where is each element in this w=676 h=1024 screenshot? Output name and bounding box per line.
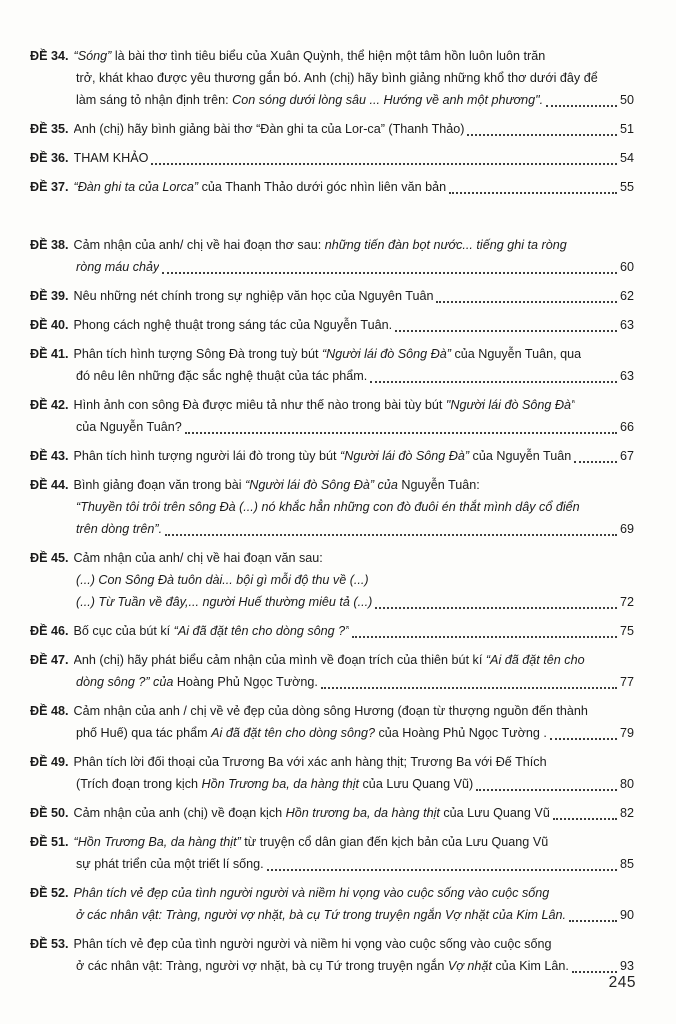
- toc-entry: [30, 285, 634, 307]
- toc-entry-line: [76, 569, 634, 591]
- entry-page-number: 62: [619, 289, 634, 303]
- footer-page-number: 245: [608, 974, 636, 991]
- leader-dots: [370, 381, 617, 383]
- toc-entry: [30, 118, 634, 140]
- toc-entry: [30, 547, 634, 613]
- toc-entry: [30, 147, 634, 169]
- entry-text: [74, 45, 546, 67]
- leader-dots: [449, 192, 617, 194]
- entry-text: [74, 176, 447, 198]
- entry-text: [74, 831, 549, 853]
- leader-dots: [569, 920, 617, 922]
- entry-text: [76, 569, 369, 591]
- entry-text: [74, 343, 582, 365]
- entry-text: [74, 474, 480, 496]
- toc-entry-line: [76, 904, 634, 926]
- entry-page-number: 55: [619, 180, 634, 194]
- toc-entry-line: [76, 955, 634, 977]
- entry-text-italic: những tiến đàn bọt nước... tiếng ghi ta ròng: [324, 238, 567, 252]
- toc-entry-line: [30, 620, 634, 642]
- leader-dots: [574, 461, 617, 463]
- toc-entry: [30, 700, 634, 744]
- toc-entry-line: [76, 496, 634, 518]
- toc-entry-line: [30, 700, 634, 722]
- toc-entry-line: [76, 853, 634, 875]
- toc-entry-line: [30, 343, 634, 365]
- entry-text-italic: (...) Từ Tuần về đây,... người Huế thường miêu tả (...): [76, 595, 373, 609]
- toc-entry-line: [30, 234, 634, 256]
- entry-text-italic: "Người lái đò Sông Đà": [445, 398, 576, 412]
- leader-dots: [151, 163, 617, 165]
- entry-number-label: ĐỀ 37.: [30, 180, 69, 194]
- entry-page-number: 50: [619, 93, 634, 107]
- toc-entry-line: [30, 285, 634, 307]
- leader-dots: [375, 607, 617, 609]
- toc-entry: [30, 933, 634, 977]
- entry-text-italic: “Đàn ghi ta của Lorca”: [73, 180, 199, 194]
- entry-number-label: ĐỀ 43.: [30, 449, 69, 463]
- entry-text-regular: Phân tích hình tượng người lái đò trong tùy bút: [73, 449, 341, 463]
- entry-text-regular: THAM KHẢO: [73, 151, 149, 165]
- entry-text-regular: Cảm nhận của anh/ chị về hai đoạn thơ sau:: [73, 238, 325, 252]
- toc-entry: [30, 831, 634, 875]
- leader-dots: [436, 301, 617, 303]
- toc-entry-line: [30, 118, 634, 140]
- entry-text-italic: Hồn Trương ba, da hàng thịt: [201, 777, 360, 791]
- entry-text-italic: “Sóng”: [73, 49, 112, 63]
- entry-text-italic: “Người lái đò Sông Đà” của: [245, 478, 398, 492]
- toc-entry: [30, 620, 634, 642]
- entry-page-number: 90: [619, 908, 634, 922]
- entry-text: [74, 802, 550, 824]
- leader-dots: [395, 330, 617, 332]
- leader-dots: [267, 869, 617, 871]
- entry-text: [74, 649, 585, 671]
- entry-number-label: ĐỀ 51.: [30, 835, 69, 849]
- toc-entry-line: [76, 671, 634, 693]
- toc-entry-line: [76, 67, 634, 89]
- entry-text: [76, 256, 159, 278]
- toc-entry-line: [30, 802, 634, 824]
- entry-text-italic: Hồn trương ba, da hàng thịt: [285, 806, 440, 820]
- leader-dots: [476, 789, 617, 791]
- entry-number-label: ĐỀ 49.: [30, 755, 69, 769]
- entry-text-italic: Con sóng dưới lòng sâu ... Hướng về anh một phương".: [232, 93, 544, 107]
- toc-entry-line: [30, 831, 634, 853]
- leader-dots: [352, 636, 617, 638]
- entry-page-number: 77: [619, 675, 634, 689]
- entry-text-regular: của Lưu Quang Vũ: [439, 806, 550, 820]
- entry-page-number: 63: [619, 369, 634, 383]
- entry-text-regular: Hình ảnh con sông Đà được miêu tả như thế nào trong bài tùy bút: [73, 398, 446, 412]
- toc-entry: [30, 751, 634, 795]
- entry-text-regular: Cảm nhận của anh/ chị về hai đoạn văn sau:: [73, 551, 323, 565]
- toc-entry-line: [76, 773, 634, 795]
- entry-page-number: 51: [619, 122, 634, 136]
- toc-entry: [30, 234, 634, 278]
- leader-dots: [185, 432, 617, 434]
- toc-entry-line: [30, 882, 634, 904]
- entry-text: [74, 118, 465, 140]
- entry-page-number: 93: [619, 959, 634, 973]
- entry-text: [74, 394, 576, 416]
- leader-dots: [546, 105, 617, 107]
- entry-text: [74, 700, 588, 722]
- entry-number-label: ĐỀ 52.: [30, 886, 69, 900]
- entry-text-regular: Phong cách nghệ thuật trong sáng tác của Nguyễn Tuân.: [73, 318, 393, 332]
- entry-page-number: 79: [619, 726, 634, 740]
- entry-text-regular: sự phát triển của một triết lí sống.: [76, 857, 264, 871]
- entry-number-label: ĐỀ 38.: [30, 238, 69, 252]
- entry-text: [74, 314, 393, 336]
- entry-page-number: 80: [619, 777, 634, 791]
- entry-text-italic: trên dòng trên”.: [76, 522, 163, 536]
- entry-text-italic: ở các nhân vật: Tràng, người vợ nhặt, bà cụ Tứ trong truyện ngắn Vợ nhặt của Kim Lân.: [76, 908, 567, 922]
- entry-text-regular: Phân tích vẻ đẹp của tình người người và niềm hi vọng vào cuộc sống vào cuộc sống: [73, 937, 552, 951]
- toc-entry: [30, 882, 634, 926]
- toc-entry-line: [30, 314, 634, 336]
- entry-text-regular: Anh (chị) hãy bình giảng bài thơ “Đàn ghi ta của Lor-ca” (Thanh Thảo): [73, 122, 465, 136]
- entry-text-italic: dòng sông ?” của: [76, 675, 174, 689]
- toc-entry-line: [30, 547, 634, 569]
- entry-text-regular: của Kim Lân.: [491, 959, 569, 973]
- entry-text: [76, 853, 264, 875]
- entry-text: [76, 955, 569, 977]
- toc-entry-line: [76, 518, 634, 540]
- entry-number-label: ĐỀ 48.: [30, 704, 69, 718]
- toc-entry-line: [76, 416, 634, 438]
- entry-text: [76, 518, 162, 540]
- entry-number-label: ĐỀ 40.: [30, 318, 69, 332]
- entry-number-label: ĐỀ 45.: [30, 551, 69, 565]
- entry-text-italic: “Người lái đò Sông Đà”: [321, 347, 451, 361]
- entry-text: [76, 496, 580, 518]
- toc-list: [30, 45, 634, 977]
- entry-text: [74, 933, 552, 955]
- entry-text-regular: của Hoàng Phủ Ngọc Tường .: [374, 726, 547, 740]
- entry-page-number: 60: [619, 260, 634, 274]
- entry-text-italic: (...) Con Sông Đà tuôn dài... bội gì mỗi độ thu về (...): [76, 573, 369, 587]
- entry-text: [74, 547, 323, 569]
- entry-text: [74, 882, 550, 904]
- entry-text-regular: đó nêu lên những đặc sắc nghệ thuật của tác phẩm.: [76, 369, 368, 383]
- entry-text-italic: “Ai đã đặt tên cho dòng sông ?”: [173, 624, 350, 638]
- entry-text: [74, 285, 434, 307]
- toc-entry-line: [30, 445, 634, 467]
- toc-entry-line: [30, 649, 634, 671]
- toc-entry-line: [76, 256, 634, 278]
- entry-text-italic: ròng máu chảy: [76, 260, 160, 274]
- entry-text-italic: Vợ nhặt: [447, 959, 492, 973]
- entry-number-label: ĐỀ 41.: [30, 347, 69, 361]
- entry-text-italic: “Thuyền tôi trôi trên sông Đà (...) nó khắc hẳn những con đò đuôi én thắt mình dây cổ điển: [76, 500, 580, 514]
- entry-text: [74, 751, 547, 773]
- entry-text: [76, 89, 543, 111]
- entry-text: [76, 773, 473, 795]
- entry-text-regular: của Thanh Thảo dưới góc nhìn liên văn bản: [198, 180, 447, 194]
- entry-page-number: 69: [619, 522, 634, 536]
- toc-entry-line: [30, 176, 634, 198]
- entry-text-regular: Anh (chị) hãy phát biểu cảm nhận của mình về đoạn trích của thiên bút kí: [73, 653, 486, 667]
- entry-text-italic: “Hồn Trương Ba, da hàng thịt”: [73, 835, 241, 849]
- entry-text-regular: của Nguyễn Tuân?: [76, 420, 182, 434]
- leader-dots: [321, 687, 617, 689]
- entry-text-regular: Phân tích lời đối thoại của Trương Ba với xác anh hàng thịt; Trương Ba với Đế Thích: [73, 755, 547, 769]
- leader-dots: [162, 272, 617, 274]
- toc-entry: [30, 445, 634, 467]
- entry-page-number: 85: [619, 857, 634, 871]
- entry-text: [76, 365, 367, 387]
- entry-text-regular: (Trích đoạn trong kịch: [76, 777, 202, 791]
- toc-entry: [30, 474, 634, 540]
- entry-text: [76, 904, 566, 926]
- entry-text-regular: Cảm nhận của anh / chị về vẻ đẹp của dòng sông Hương (đoạn từ thượng nguồn đến thành: [73, 704, 588, 718]
- entry-text: [74, 620, 350, 642]
- toc-entry-line: [30, 147, 634, 169]
- entry-page-number: 66: [619, 420, 634, 434]
- toc-entry-line: [30, 474, 634, 496]
- entry-number-label: ĐỀ 50.: [30, 806, 69, 820]
- leader-dots: [572, 971, 617, 973]
- toc-entry: [30, 649, 634, 693]
- entry-page-number: 72: [619, 595, 634, 609]
- entry-page-number: 75: [619, 624, 634, 638]
- toc-entry-line: [30, 751, 634, 773]
- entry-text-regular: ở các nhân vật: Tràng, người vợ nhặt, bà cụ Tứ trong truyện ngắn: [76, 959, 448, 973]
- entry-text: [76, 67, 598, 89]
- entry-text-regular: từ truyện cổ dân gian đến kịch bản của Lưu Quang Vũ: [240, 835, 549, 849]
- entry-text: [76, 416, 182, 438]
- entry-number-label: ĐỀ 42.: [30, 398, 69, 412]
- entry-text: [74, 234, 567, 256]
- entry-number-label: ĐỀ 46.: [30, 624, 69, 638]
- entry-page-number: 63: [619, 318, 634, 332]
- leader-dots: [550, 738, 617, 740]
- entry-number-label: ĐỀ 36.: [30, 151, 69, 165]
- entry-text-italic: “Người lái đò Sông Đà”: [340, 449, 470, 463]
- leader-dots: [553, 818, 617, 820]
- entry-text-regular: là bài thơ tình tiêu biểu của Xuân Quỳnh, thể hiện một tâm hồn luôn luôn trăn: [111, 49, 546, 63]
- entry-text-regular: phố Huế) qua tác phẩm: [76, 726, 212, 740]
- leader-dots: [165, 534, 617, 536]
- entry-text-regular: Cảm nhận của anh (chị) về đoạn kịch: [73, 806, 286, 820]
- entry-text: [76, 591, 372, 613]
- toc-entry-line: [76, 722, 634, 744]
- toc-entry-line: [30, 933, 634, 955]
- entry-text-regular: của Nguyễn Tuân: [469, 449, 572, 463]
- toc-entry: [30, 314, 634, 336]
- entry-text-italic: Ai đã đặt tên cho dòng sông?: [211, 726, 375, 740]
- entry-text-regular: Bình giảng đoạn văn trong bài: [73, 478, 246, 492]
- toc-entry-line: [30, 45, 634, 67]
- entry-number-label: ĐỀ 35.: [30, 122, 69, 136]
- toc-entry: [30, 394, 634, 438]
- entry-text-regular: của Nguyễn Tuân, qua: [450, 347, 582, 361]
- entry-text-regular: của Lưu Quang Vũ): [359, 777, 474, 791]
- toc-entry-line: [76, 365, 634, 387]
- entry-text: [76, 722, 547, 744]
- entry-text: [74, 147, 149, 169]
- entry-page-number: 54: [619, 151, 634, 165]
- leader-dots: [467, 134, 617, 136]
- entry-text-regular: Nêu những nét chính trong sự nghiệp văn học của Nguyên Tuân: [73, 289, 434, 303]
- entry-text-regular: làm sáng tỏ nhận định trên:: [76, 93, 233, 107]
- entry-text: [74, 445, 572, 467]
- entry-number-label: ĐỀ 44.: [30, 478, 69, 492]
- toc-entry: [30, 45, 634, 111]
- toc-entry-line: [76, 591, 634, 613]
- toc-entry-line: [76, 89, 634, 111]
- entry-number-label: ĐỀ 53.: [30, 937, 69, 951]
- entry-text-regular: Bố cục của bút kí: [73, 624, 174, 638]
- entry-text-regular: Phân tích hình tượng Sông Đà trong tuỳ bút: [73, 347, 322, 361]
- toc-entry-line: [30, 394, 634, 416]
- entry-page-number: 67: [619, 449, 634, 463]
- entry-page-number: 82: [619, 806, 634, 820]
- entry-text-italic: Phân tích vẻ đẹp của tình người người và niềm hi vọng vào cuộc sống vào cuộc sống: [73, 886, 550, 900]
- entry-text-regular: Nguyễn Tuân:: [397, 478, 480, 492]
- entry-number-label: ĐỀ 34.: [30, 49, 69, 63]
- entry-text-regular: trở, khát khao được yêu thương gắn bó. Anh (chị) hãy bình giảng những khổ thơ dưới đây để: [76, 71, 598, 85]
- toc-entry: [30, 343, 634, 387]
- entry-number-label: ĐỀ 47.: [30, 653, 69, 667]
- toc-entry: [30, 176, 634, 198]
- toc-entry: [30, 802, 634, 824]
- entry-text: [76, 671, 318, 693]
- entry-text-regular: Hoàng Phủ Ngọc Tường.: [173, 675, 318, 689]
- entry-number-label: ĐỀ 39.: [30, 289, 69, 303]
- entry-text-italic: “Ai đã đặt tên cho: [485, 653, 585, 667]
